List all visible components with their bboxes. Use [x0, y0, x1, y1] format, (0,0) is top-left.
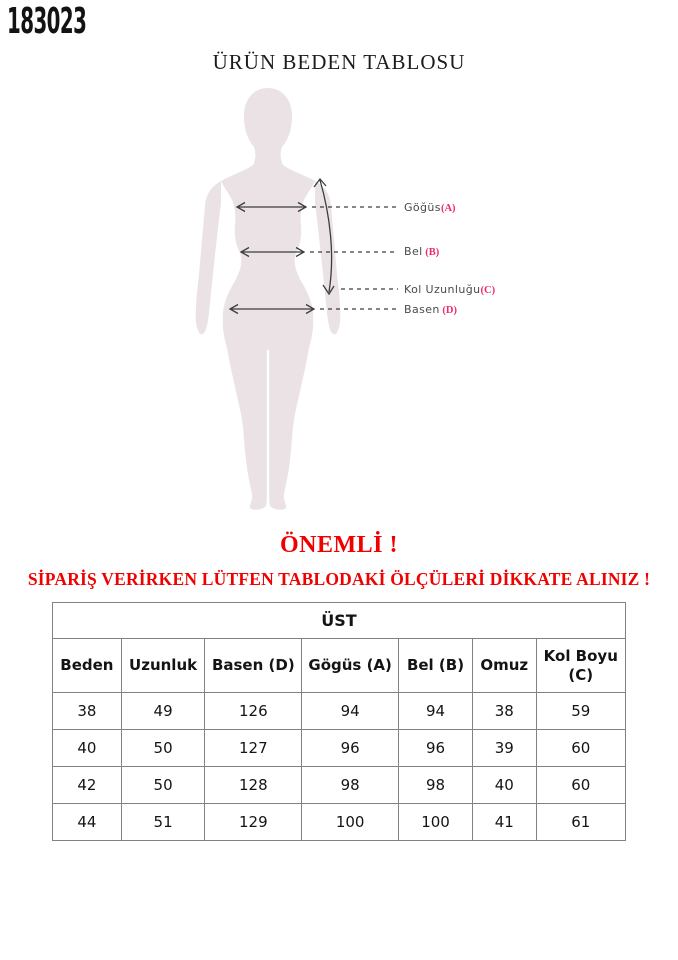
warning-heading: ÖNEMLİ !	[280, 532, 398, 558]
column-header-uzunluk: Uzunluk	[121, 639, 205, 693]
measurement-letter: (C)	[480, 285, 496, 296]
cell: 60	[536, 730, 625, 767]
measurement-label-kol-uzunlugu	[404, 283, 495, 297]
cell: 100	[302, 804, 399, 841]
cell: 49	[121, 693, 205, 730]
measurement-label-text: Basen	[404, 303, 440, 316]
page-title: ÜRÜN BEDEN TABLOSU	[212, 50, 466, 74]
cell: 100	[399, 804, 473, 841]
product-code: 183023	[7, 1, 87, 42]
table-row	[53, 767, 626, 804]
cell: 128	[205, 767, 302, 804]
cell: 61	[536, 804, 625, 841]
column-header-kol-boyu: Kol Boyu (C)	[536, 639, 625, 693]
table-header-row	[53, 639, 626, 693]
table-row	[53, 730, 626, 767]
table-group-row	[53, 603, 626, 639]
column-header-basen: Basen (D)	[205, 639, 302, 693]
warning-message: SİPARİŞ VERİRKEN LÜTFEN TABLODAKİ ÖLÇÜLERİ DİKKATE ALINIZ !	[27, 569, 651, 589]
cell: 59	[536, 693, 625, 730]
measurement-label-text: Kol Uzunluğu	[404, 283, 481, 296]
column-header-beden: Beden	[53, 639, 122, 693]
column-header-gogus: Gögüs (A)	[302, 639, 399, 693]
cell: 39	[472, 730, 536, 767]
table-group-header: ÜST	[53, 603, 626, 639]
measurement-letter: (D)	[439, 305, 457, 316]
column-header-bel: Bel (B)	[399, 639, 473, 693]
cell: 98	[399, 767, 473, 804]
table-row	[53, 804, 626, 841]
cell: 126	[205, 693, 302, 730]
cell: 50	[121, 730, 205, 767]
cell: 60	[536, 767, 625, 804]
measurement-label-basen	[404, 303, 457, 317]
cell: 98	[302, 767, 399, 804]
cell: 96	[399, 730, 473, 767]
table-row	[53, 693, 626, 730]
cell: 94	[399, 693, 473, 730]
cell: 38	[53, 693, 122, 730]
cell: 94	[302, 693, 399, 730]
cell: 127	[205, 730, 302, 767]
column-header-omuz: Omuz	[472, 639, 536, 693]
size-table	[52, 602, 626, 841]
cell: 41	[472, 804, 536, 841]
cell: 96	[302, 730, 399, 767]
cell: 40	[472, 767, 536, 804]
cell: 129	[205, 804, 302, 841]
measurement-label-text: Göğüs	[404, 201, 441, 214]
measurement-letter: (B)	[422, 247, 440, 258]
measurement-label-bel	[404, 245, 439, 259]
cell: 44	[53, 804, 122, 841]
cell: 42	[53, 767, 122, 804]
measurement-label-gogus	[404, 201, 456, 215]
cell: 51	[121, 804, 205, 841]
cell: 38	[472, 693, 536, 730]
cell: 50	[121, 767, 205, 804]
cell: 40	[53, 730, 122, 767]
measurement-letter: (A)	[440, 203, 456, 214]
measurement-label-text: Bel	[404, 245, 423, 258]
measurement-figure	[160, 80, 410, 520]
